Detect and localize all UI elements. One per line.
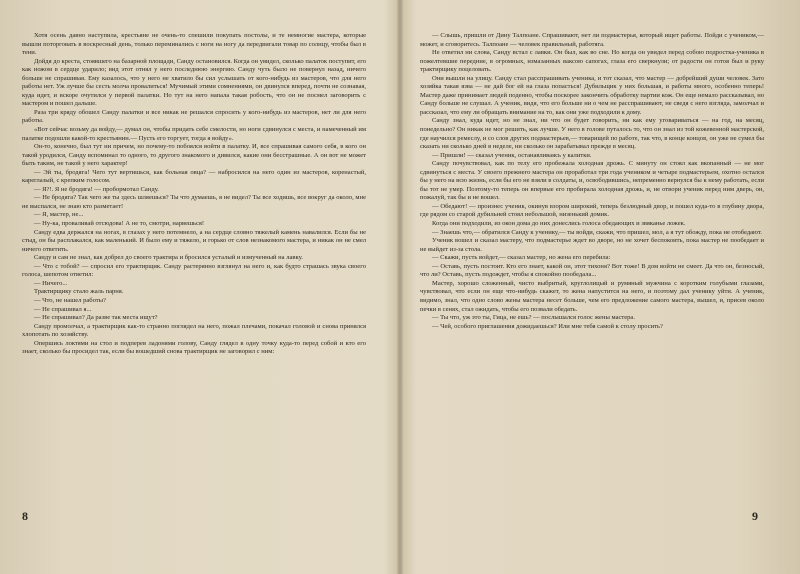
- paragraph: Санду почувствовал, как по телу его пробежала холодная дрожь. С минуту он стоял как вкопанный — не мог сдвинуться с места. У своего прежнего мастера он проработал три года учеником и четыре подмастерьем, охотно остался бы у него на всю жизнь, если бы его не взяли в солдаты, и, освободившись, непременно вернулся бы к нему работать, если бы тот не умер. Поэтому-то теперь он впервые его пробирала холодная дрожь, и, не отвори ученик перед ним дверь, он, пожалуй, так бы и не вошел.: [420, 160, 764, 202]
- paragraph: — Ну-ка, проваливай отсюдова! А не то, смотри, нарвешься!: [34, 220, 205, 228]
- paragraph: Хотя осень давно наступила, крестьяне не очень-то спешили покупать постолы, и те немногие мастера, которые вышли поторговать в воскресный день, только переминались с ноги на ногу да передвигали товар по солнцу, чтобы был в тени.: [22, 32, 366, 57]
- paragraph: Дойдя до креста, стоявшего на базарной площади, Санду остановился. Когда он увидел, сколько палаток поступит, его как ножом в сердце ударило; вид этот отнял у него последнюю энергию. Санду чуть было не повернул назад, ничего больше не спрашивая. Ему казалось, что у него не хватило бы сил услышать от кого-нибудь из мастеров, что для него работы нет. Уж лучше бы сесть молча провалиться! Мучимый этими сомнениями, он двинулся вперед, почти не сознавая, куда идет, и вскоре очутился у первой палатки. Но тут на него напала такая робость, что он не посмел заговорить с мастером и пошел дальше.: [22, 57, 366, 108]
- paragraph: — Что, не нашел работы?: [34, 296, 106, 304]
- paragraph: Мастер, хорошо сложенный, чисто выбритый, круглолицый и румяный мужчина с коротким голубыми глазами, чувствовал, что если он еще что-нибудь скажет, то жена напустится на него, и поэтому дал ученику уйти. А ученик, видимо, знал, что одно слово жены мастера несет больше, чем его предложение самого мастера, вышел, и, присев около печки в сенях, стал ожидать, чтобы его позвали обедать.: [420, 279, 764, 313]
- paragraph: — Не спрашивал? Да разве так места ищут?: [34, 314, 158, 322]
- paragraph: — Эй ты, бродяга! Чего тут вертишься, как больная овца? — набросился на него один из мастеров, коренастый, кареглазый, с крепким голосом.: [22, 168, 366, 185]
- paragraph: Он-то, конечно, был тут ни причем, но почему-то побоялся войти в палатку. И, все спрашивая самого себя, в кого он такой уродился, Санду вспоминал то одного, то другого знакомого и дивился, какие они бесстрашные. А он вот не может быть таким, не такой у него характер!: [22, 143, 366, 168]
- paragraph: — Обедают! — произнес ученик, окинув взором широкий, теперь безлюдный двор, и пошел куда-то в глубину двора, где рядом со старой дубильней стоял небольшой, низенький домик.: [420, 202, 764, 219]
- right-page-text: [420, 32, 764, 532]
- paragraph: — Оставь, пусть постоит. Кто его знает, какой он, этот тихоня? Вот тоже! В дом войти не смеет. Да что он, безносый, что ли? Оставь, пусть подождет, чтобы я спокойно пообедала...: [420, 262, 764, 279]
- page-number-left: 8: [22, 509, 28, 523]
- paragraph: — Слышь, пришли от Дину Талпоане. Спрашивают, нет ли подмастерья, который ищет работы. Пойди с учеником,— может, и сговоритесь. Талпоане — человек правильный, работяга.: [420, 32, 764, 48]
- paragraph: — Чей, особого приглашения дожидаешься? Или мне тебя самой к столу просить?: [432, 322, 663, 330]
- paragraph: Санду знал, куда идет, но не знал, ни что он будет говорить, ни как ему уговариваться — на год, на месяц, понедельно? Он никак не мог решить, как лучше. У него в голове путалось то, что он знал из той кожевенной мастерской, где научился ремеслу, и со слов других подмастерьев,— товарищей по работе, так что, в конце концов, он уже не сумел бы сказать ни сколько дней в неделе, ни сколько он зарабатывал прежде в месяц.: [420, 117, 764, 151]
- paragraph: Санду и сам не знал, как добрел до своего трактира и бросился усталый и измученный на лавку.: [34, 254, 303, 262]
- paragraph: Когда они подходили, из окон дома до них донеслись голоса обедающих и звяканье ложек.: [432, 220, 686, 228]
- paragraph: Санду промолчал, а трактирщик как-то странно поглядел на него, пожал плечами, покачал головой и снова принялся хлопотать по хозяйству.: [22, 322, 366, 339]
- paragraph: Ученик вошел и сказал мастеру, что подмастерье ждет во дворе, но не хочет беспокоить, пока мастер не пообедает и не выйдет из-за стола.: [420, 237, 764, 253]
- paragraph: «Вот сейчас возьму да войду,— думал он, чтобы придать себе смелости, но ноги сдвинулся с места, и намеченный им палатке подошли какой-то крестьянин.— Пусть его торгует, тогда я войду».: [22, 126, 366, 142]
- page-number-right: 9: [752, 509, 758, 523]
- paragraph: — Что с тобой? — спросил его трактирщик. Санду растерянно взглянул на него и, как будто страшась звука своего голоса, шепотом ответил:: [22, 262, 366, 279]
- paragraph: — Ничего...: [34, 279, 68, 287]
- paragraph: — Я?!. Я не бродяга! — пробормотал Санду.: [34, 185, 159, 193]
- paragraph: — Скажи, пусть войдет,— сказал мастер, но жена его перебила:: [432, 254, 611, 262]
- left-page-text: [22, 32, 366, 532]
- paragraph: — Не спрашивал я...: [34, 305, 92, 313]
- paragraph: — Я, мастер, не...: [34, 211, 84, 219]
- paragraph: Раза три кряду обошел Санду палатки и все никак не решался спросить у кого-нибудь из мастеров, нет ли для него работы.: [22, 108, 366, 125]
- paragraph: Санду едва держался на ногах, в глазах у него потемнело, а на сердце словно тяжелый камень навалился. Если бы не стыд, он бы расплакался, как маленький. И было ему и тяжело, и горько от слов незнакомого мастера, и никак он не смел ничего ответить.: [22, 228, 366, 253]
- paragraph: — Ты что, уж это ты, Гица, не ешь? — послышался голос жены мастера.: [432, 314, 635, 322]
- paragraph: — Не бродяга? Так чего же ты здесь шляешься? Ты что думаешь, я не видел? Ты все ходишь, все вокруг да около, мне не выспался, не знаю кто разметает!: [22, 194, 366, 210]
- paragraph: — Пришли! — сказал ученик, останавливаясь у калитки.: [432, 151, 592, 159]
- paragraph: Они вышли на улицу. Санду стал расспрашивать ученика, и тот сказал, что мастер — добрейший души человек. Зато хозяйка такая язва — не дай бог ей на глаза попасться! Дубильщик у них большая, и работы много, особенно теперь! Мастер даже принимает людей поденно, чтобы поскорее закончить обработку партии кож. Он еще немало рассказывал, но Санду больше не слушал. А ученик, видя, что его больше ни о чем не расспрашивают, не сведя с него взгляда, замолчал и рассказал, что ему ли обращать внимание на то, как они уже подходили к дому.: [420, 74, 764, 116]
- paragraph: Трактирщику стало жаль парня.: [34, 288, 124, 296]
- paragraph: Не ответил ни слова, Санду встал с лавки. Он был, как во сне. Но когда он увидел перед собою подростка-ученика в пожелтевшие передние, в огромных, измазанных ваксою сапогах, глаза его сверкнули; от радости он готов был и руку трактирщику поцеловать.: [420, 49, 764, 74]
- paragraph: — Знаешь что,— обратился Санду к ученику,— ты войди, скажи, что пришел, мол, а я тут обожду, пока не отобедают.: [432, 228, 762, 236]
- book-gutter: [397, 0, 403, 574]
- paragraph: Опершись локтями на стол и подперев ладонями голову, Санду глядел в одну точку куда-то перед собой и кто его знает, сколько бы просидел так, если бы вошедший снова трактирщик не заговорил с ним:: [22, 339, 366, 356]
